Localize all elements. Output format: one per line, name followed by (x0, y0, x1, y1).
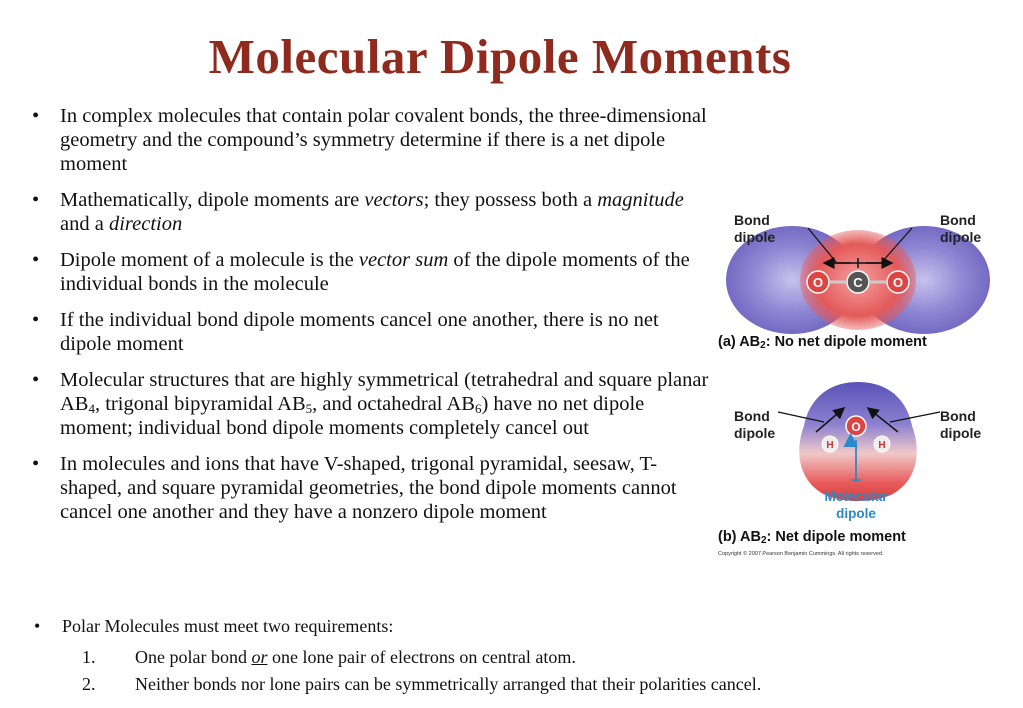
bullet-text: Dipole moment of a molecule is the (60, 249, 359, 271)
requirement-item-2 (32, 671, 992, 698)
emphasis-magnitude: magnitude (597, 189, 684, 211)
label-line: dipole (734, 425, 776, 441)
slide-title: Molecular Dipole Moments (208, 29, 792, 84)
dipole-figure (712, 200, 1012, 560)
label-line: Molecular (824, 489, 888, 504)
caption-a (718, 334, 927, 350)
requirement-text: one lone pair of electrons on central atom. (267, 647, 576, 667)
bullet-text: , and octahedral AB (312, 393, 475, 415)
molecular-dipole-label (810, 488, 902, 522)
bullet-item (32, 308, 712, 356)
label-line: Bond (940, 212, 976, 228)
bond-dipole-label-b-right (940, 408, 981, 442)
h2o-molecule (778, 382, 940, 501)
bullet-text: ; they possess both a (423, 189, 598, 211)
co2-atom-label: O (892, 275, 904, 290)
caption-text: : Net dipole moment (766, 529, 906, 545)
bullet-item (32, 188, 712, 236)
h2o-atom-label: H (878, 440, 886, 451)
label-line: Bond (734, 212, 770, 228)
label-line: dipole (940, 425, 982, 441)
bullet-list (32, 104, 712, 536)
emphasis-vectors: vectors (364, 189, 424, 211)
label-line: dipole (836, 506, 876, 521)
label-line: Bond (940, 408, 976, 424)
caption-subscript: 2 (760, 535, 767, 546)
co2-atom-label: C (853, 275, 863, 290)
bond-dipole-label-a-right (940, 212, 981, 246)
bullet-text: If the individual bond dipole moments cancel one another, there is no net dipole moment (60, 309, 659, 355)
caption-text: : No net dipole moment (765, 334, 927, 350)
bullet-text: of the dipole moments of the individual bonds in the molecule (60, 249, 690, 295)
caption-text: (a) AB (718, 334, 761, 350)
requirements-list (32, 644, 992, 698)
requirements-intro (32, 614, 992, 638)
bullet-marker: • (32, 189, 40, 211)
bullet-text: Mathematically, dipole moments are (60, 189, 365, 211)
bullet-text: and a (60, 213, 109, 235)
emphasis-vector-sum: vector sum (358, 249, 449, 271)
bond-dipole-label-b-left (734, 408, 775, 442)
bullet-text: ) have no net dipole moment; individual bond dipole moments completely cancel out (60, 393, 645, 439)
bullet-item (32, 452, 712, 524)
subscript: 4 (88, 401, 95, 416)
bullet-text: , trigonal bipyramidal AB (94, 393, 306, 415)
bullet-marker: • (34, 616, 41, 636)
requirement-text: One polar bond (135, 647, 252, 667)
requirement-text: Neither bonds nor lone pairs can be symmetrically arranged that their polarities cancel. (135, 674, 762, 694)
bullet-marker: • (32, 453, 40, 475)
bullet-text: In complex molecules that contain polar covalent bonds, the three-dimensional geometry and the compound’s symmetry determine if there is a net dipole moment (60, 105, 707, 175)
bullet-marker: • (32, 105, 40, 127)
requirements-intro-text: Polar Molecules must meet two requirements: (62, 616, 394, 636)
subscript: 6 (474, 401, 482, 416)
subscript: 5 (305, 401, 313, 416)
requirements-section (32, 614, 992, 698)
bond-dipole-label-a-left (734, 212, 775, 246)
bullet-marker: • (32, 249, 40, 271)
list-number: 2. (82, 674, 96, 694)
h2o-atom-label: H (826, 440, 834, 451)
label-line: dipole (940, 229, 982, 245)
caption-subscript: 2 (760, 340, 766, 351)
caption-b (718, 529, 906, 545)
caption-text: (b) AB (718, 529, 761, 545)
bullet-text: Molecular structures that are highly symmetrical (tetrahedral and square planar AB (60, 369, 709, 415)
label-line: Bond (734, 408, 770, 424)
bullet-item (32, 368, 712, 440)
bullet-marker: • (32, 369, 40, 391)
emphasis-direction: direction (108, 213, 183, 235)
bullet-marker: • (32, 309, 40, 331)
co2-atom-label: O (812, 275, 824, 290)
copyright-notice: Copyright © 2007 Pearson Benjamin Cummings. All rights reserved. (718, 551, 884, 557)
bullet-item (32, 104, 712, 176)
label-line: dipole (734, 229, 776, 245)
bullet-text: In molecules and ions that have V-shaped, trigonal pyramidal, seesaw, T-shaped, and square pyramidal geometries, the bond dipole moments cannot cancel one another and they have a nonzero dipole moment (60, 453, 677, 523)
h2o-electron-cloud (799, 382, 917, 501)
h2o-atom-label: O (851, 420, 861, 434)
requirement-item-1 (32, 644, 992, 671)
bullet-item (32, 248, 712, 296)
emphasis-or: or (251, 647, 268, 667)
list-number: 1. (82, 647, 96, 667)
